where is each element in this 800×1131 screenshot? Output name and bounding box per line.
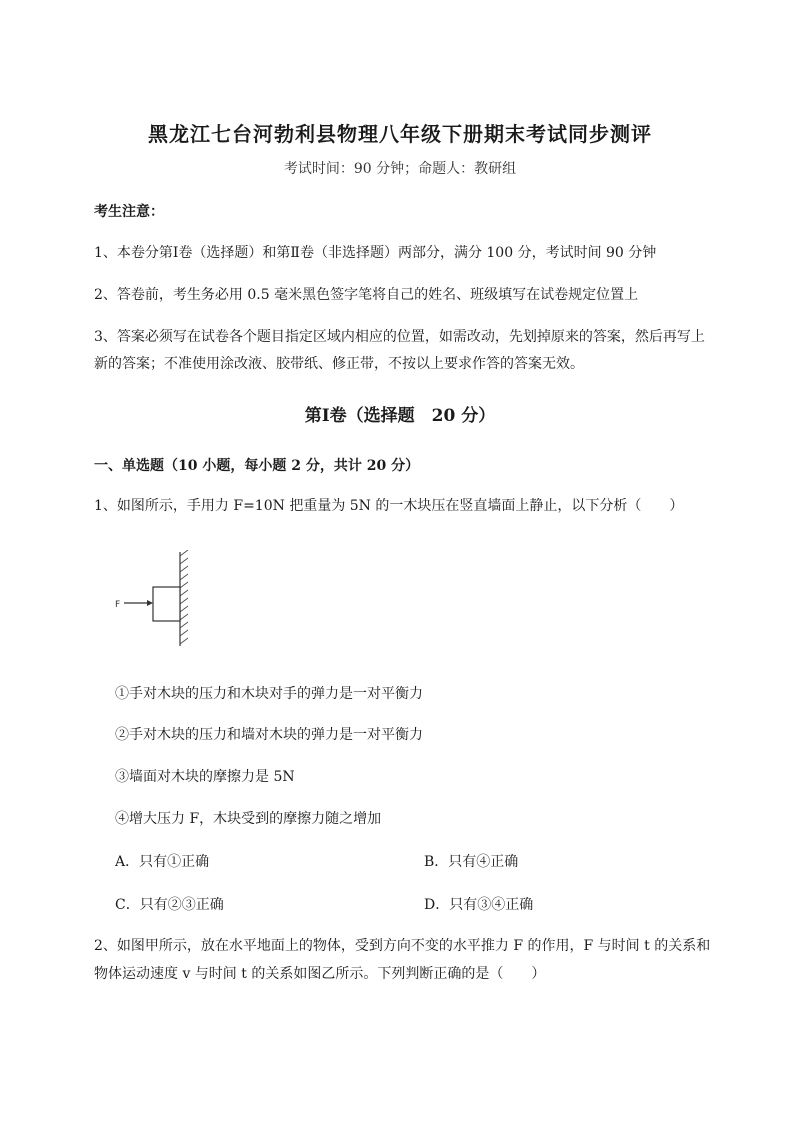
section-title: 第Ⅰ卷（选择题 20 分） <box>304 406 496 426</box>
notice-item-1: 1、本卷分第Ⅰ卷（选择题）和第Ⅱ卷（非选择题）两部分，满分 100 分，考试时间 90 分钟 <box>94 245 657 261</box>
notice-item-3: 3、答案必须写在试卷各个题目指定区域内相应的位置，如需改动，先划掉原来的答案，然后再写上新的答案；不准使用涂改液、胶带纸、修正带，不按以上要求作答的答案无效。 <box>94 329 705 372</box>
option-a[interactable]: A．只有①正确 <box>115 854 210 870</box>
question-1-text: 1、如图所示，手用力 F=10N 把重量为 5N 的一木块压在竖直墙面上静止，以下分析（ ） <box>94 498 684 514</box>
question-2-text: 2、如图甲所示，放在水平地面上的物体，受到方向不变的水平推力 F 的作用，F 与时间 t 的关系和物体运动速度 v 与时间 t 的关系如图乙所示。下列判断正确的是（ ） <box>94 938 711 982</box>
part-heading: 一、单选题（10 小题，每小题 2 分，共计 20 分） <box>94 458 420 474</box>
force-label: F <box>115 600 121 610</box>
statement-3: ③墙面对木块的摩擦力是 5N <box>115 769 295 785</box>
option-c[interactable]: C．只有②③正确 <box>115 897 224 913</box>
option-d[interactable]: D．只有③④正确 <box>424 897 534 913</box>
notice-item-2: 2、答卷前，考生务必用 0.5 毫米黑色签字笔将自己的姓名、班级填写在试卷规定位置上 <box>94 287 639 303</box>
question-1-figure <box>112 550 202 660</box>
statement-1: ①手对木块的压力和木块对手的弹力是一对平衡力 <box>115 686 423 702</box>
option-b[interactable]: B．只有④正确 <box>424 854 519 870</box>
statement-2: ②手对木块的压力和墙对木块的弹力是一对平衡力 <box>115 727 423 743</box>
statement-4: ④增大压力 F，木块受到的摩擦力随之增加 <box>115 811 382 827</box>
notice-heading: 考生注意： <box>94 204 164 220</box>
page-title: 黑龙江七台河勃利县物理八年级下册期末考试同步测评 <box>148 122 652 146</box>
exam-info: 考试时间：90 分钟；命题人：教研组 <box>283 161 517 177</box>
